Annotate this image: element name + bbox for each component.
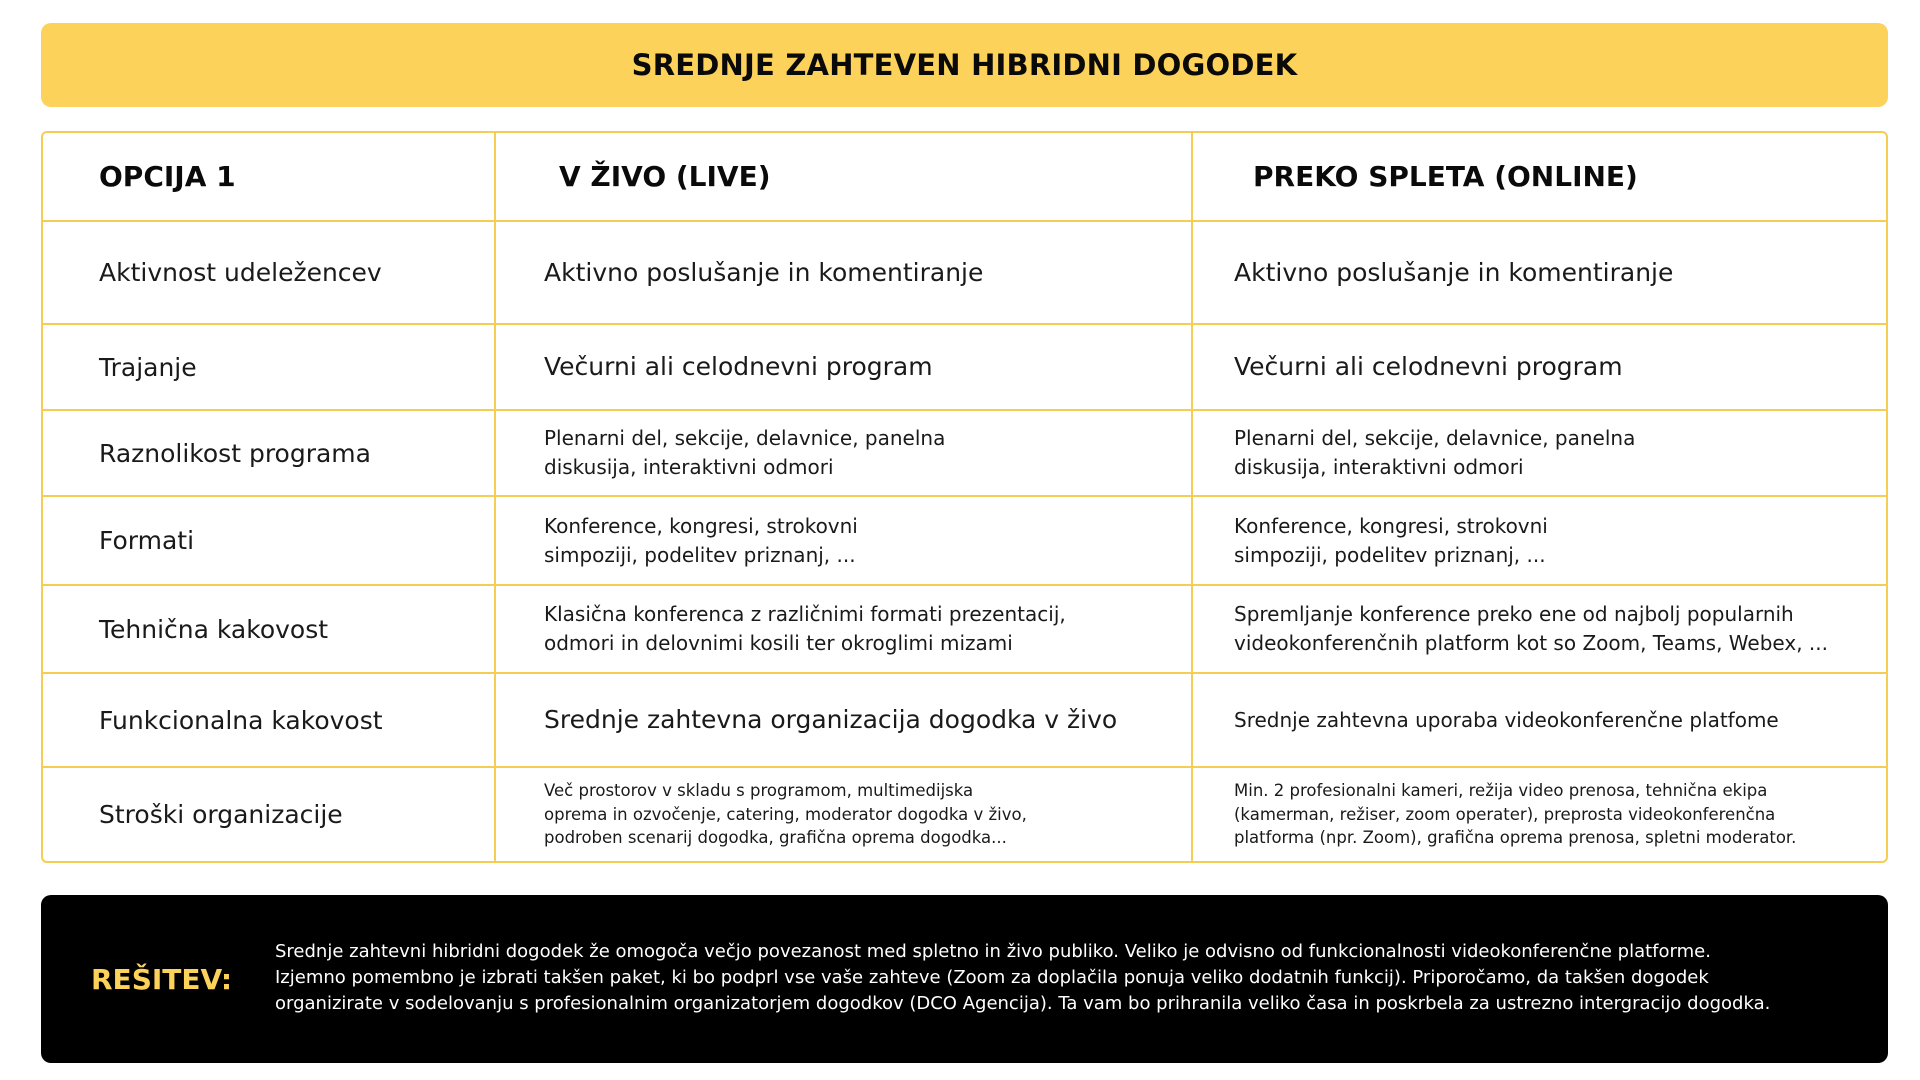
cell-line: Konference, kongresi, strokovni — [1234, 513, 1548, 538]
cell-line: odmori in delovnimi kosili ter okroglimi mizami — [544, 631, 1013, 655]
table-header-row — [43, 133, 1886, 221]
live-cell — [495, 673, 1192, 767]
online-cell — [1192, 410, 1886, 496]
online-cell — [1192, 496, 1886, 585]
header-live: V ŽIVO (LIVE) — [495, 133, 1192, 221]
cell-line: Srednje zahtevna organizacija dogodka v živo — [544, 705, 1118, 735]
table-row — [43, 496, 1886, 585]
row-label: Tehnična kakovost — [43, 585, 495, 673]
cell-line: Aktivno poslušanje in komentiranje — [1234, 257, 1674, 287]
row-label: Funkcionalna kakovost — [43, 673, 495, 767]
table-row — [43, 324, 1886, 410]
live-cell — [495, 585, 1192, 673]
row-label: Raznolikost programa — [43, 410, 495, 496]
header-option: OPCIJA 1 — [43, 133, 495, 221]
cell-line: Klasična konferenca z različnimi formati prezentacij, — [544, 602, 1066, 626]
online-cell — [1192, 585, 1886, 673]
solution-text — [275, 939, 1848, 1017]
solution-line: organizirate v sodelovanju s profesionalnim organizatorjem dogodkov (DCO Agencija). Ta vam bo prihranila veliko časa in poskrbela za ustrezno intergracijo dogodka. — [275, 993, 1771, 1015]
online-cell — [1192, 324, 1886, 410]
cell-line: Konference, kongresi, strokovni — [544, 513, 858, 538]
cell-line: simpoziji, podelitev priznanj, ... — [1234, 542, 1546, 567]
live-cell — [495, 221, 1192, 324]
cell-line: platforma (npr. Zoom), grafična oprema prenosa, spletni moderator. — [1234, 828, 1797, 848]
cell-line: Več prostorov v skladu s programom, multimedijska — [544, 780, 974, 800]
table-row — [43, 221, 1886, 324]
solution-line: Srednje zahtevni hibridni dogodek že omogoča večjo povezanost med spletno in živo publiko. Veliko je odvisno od funkcionalnosti videokonferenčne platforme. — [275, 941, 1711, 962]
title-banner — [41, 23, 1888, 107]
cell-line: (kamerman, režiser, zoom operater), preprosta videokonferenčna — [1234, 804, 1776, 824]
cell-line: oprema in ozvočenje, catering, moderator dogodka v živo, — [544, 804, 1027, 824]
live-cell — [495, 410, 1192, 496]
live-cell — [495, 324, 1192, 410]
live-cell — [495, 496, 1192, 585]
row-label: Trajanje — [43, 324, 495, 410]
live-cell — [495, 767, 1192, 861]
online-cell — [1192, 767, 1886, 861]
row-label: Aktivnost udeležencev — [43, 221, 495, 324]
solution-box — [41, 895, 1888, 1063]
comparison-table — [41, 131, 1888, 863]
cell-line: videokonferenčnih platform kot so Zoom, Teams, Webex, ... — [1234, 631, 1828, 655]
cell-line: Aktivno poslušanje in komentiranje — [544, 257, 984, 287]
online-cell — [1192, 221, 1886, 324]
cell-line: podroben scenarij dogodka, grafična oprema dogodka... — [544, 828, 1007, 848]
cell-line: diskusija, interaktivni odmori — [544, 455, 834, 479]
cell-line: diskusija, interaktivni odmori — [1234, 455, 1524, 479]
solution-label: REŠITEV: — [91, 962, 233, 996]
cell-line: Večurni ali celodnevni program — [1234, 352, 1623, 382]
cell-line: Večurni ali celodnevni program — [544, 352, 933, 382]
table-row — [43, 767, 1886, 861]
online-cell — [1192, 673, 1886, 767]
page-title: SREDNJE ZAHTEVEN HIBRIDNI DOGODEK — [631, 48, 1298, 82]
table-row — [43, 673, 1886, 767]
cell-line: Spremljanje konference preko ene od najbolj popularnih — [1234, 602, 1794, 626]
cell-line: Plenarni del, sekcije, delavnice, panelna — [1234, 426, 1636, 450]
header-online: PREKO SPLETA (ONLINE) — [1192, 133, 1886, 221]
row-label: Formati — [43, 496, 495, 585]
cell-line: simpoziji, podelitev priznanj, ... — [544, 542, 856, 567]
table-row — [43, 585, 1886, 673]
cell-line: Srednje zahtevna uporaba videokonferenčne platfome — [1234, 707, 1779, 732]
cell-line: Min. 2 profesionalni kameri, režija video prenosa, tehnična ekipa — [1234, 780, 1768, 800]
row-label: Stroški organizacije — [43, 767, 495, 861]
cell-line: Plenarni del, sekcije, delavnice, panelna — [544, 426, 946, 450]
solution-line: Izjemno pomembno je izbrati takšen paket, ki bo podprl vse vaše zahteve (Zoom za doplačila ponuja veliko dodatnih funkcij). Priporočamo, da takšen dogodek — [275, 967, 1709, 989]
table-row — [43, 410, 1886, 496]
